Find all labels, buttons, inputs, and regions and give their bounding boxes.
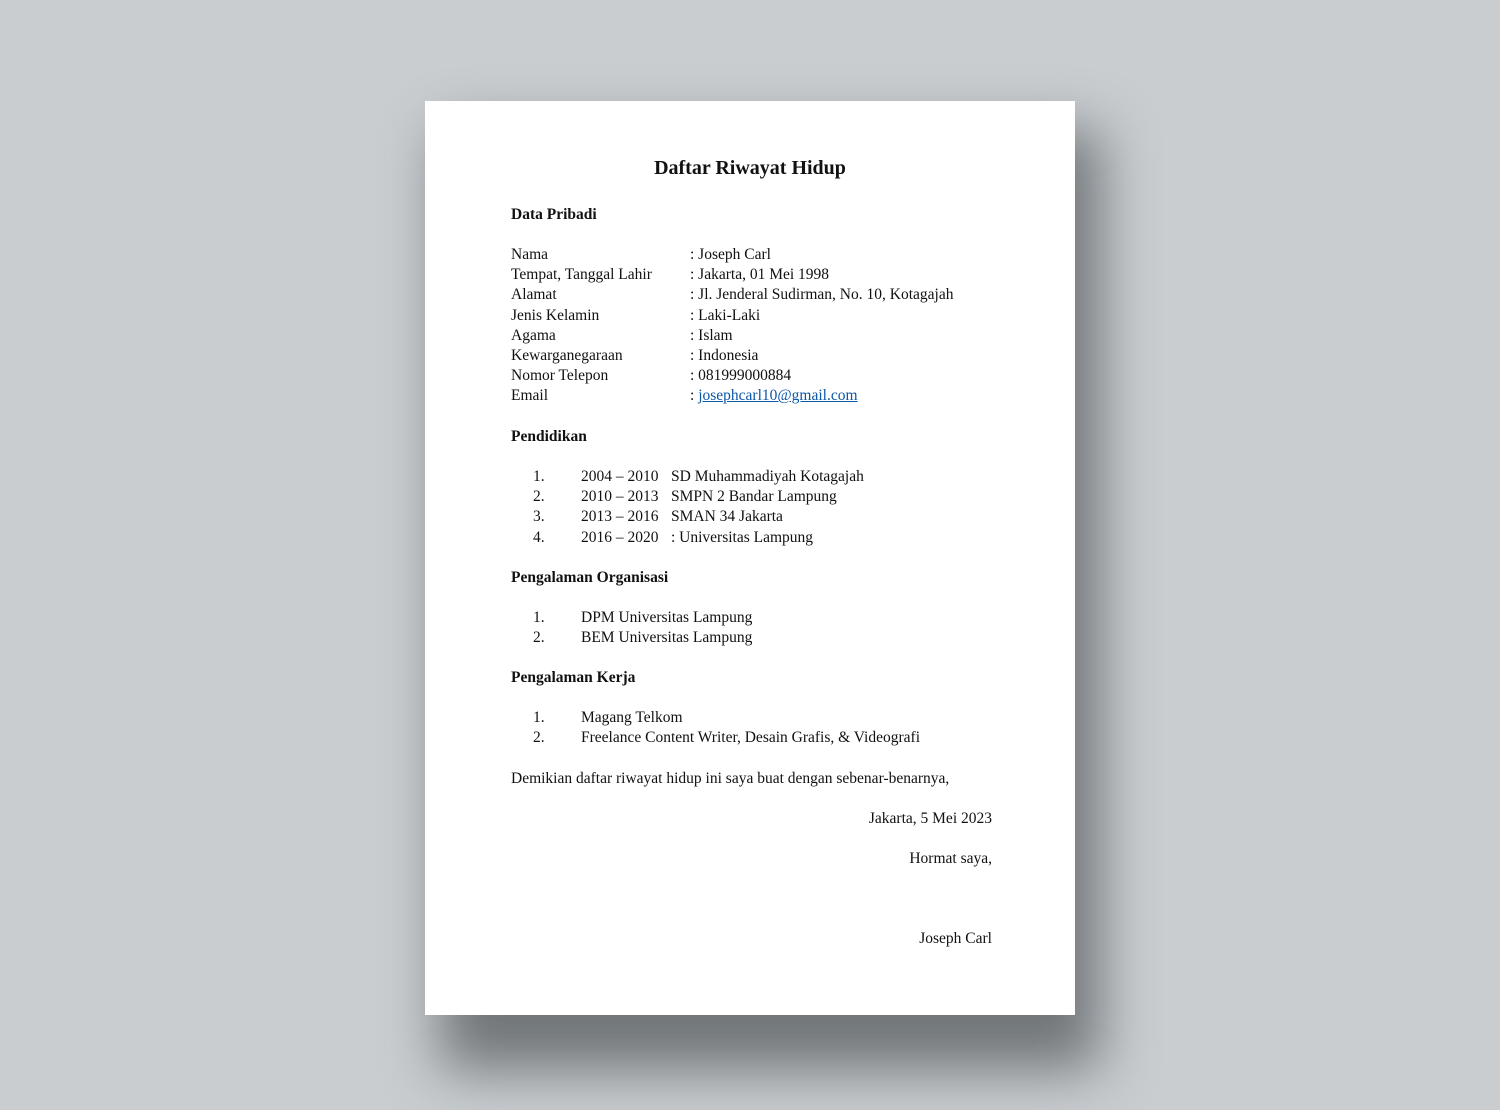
list-number: 3.	[533, 508, 545, 526]
closing-statement: Demikian daftar riwayat hidup ini saya buat dengan sebenar-benarnya,	[511, 770, 950, 787]
personal-row-citizenship	[511, 346, 991, 366]
personal-row-birth	[511, 265, 991, 285]
personal-row-alamat	[511, 285, 991, 305]
list-number: 4.	[533, 528, 545, 546]
list-item	[511, 708, 920, 728]
personal-row-agama	[511, 326, 991, 346]
list-number: 2.	[533, 488, 545, 506]
list-item	[511, 528, 864, 548]
list-item	[511, 507, 864, 527]
section-heading-pendidikan: Pendidikan	[511, 428, 587, 445]
education-years: 2016 – 2020	[581, 528, 659, 546]
education-years: 2010 – 2013	[581, 488, 659, 506]
row-value: : Jl. Jenderal Sudirman, No. 10, Kotagajah	[690, 286, 954, 304]
row-label: Agama	[511, 326, 556, 344]
row-value: : Indonesia	[690, 346, 759, 364]
row-value: : 081999000884	[690, 367, 792, 385]
list-number: 1.	[533, 609, 545, 626]
section-heading-kerja: Pengalaman Kerja	[511, 669, 636, 686]
email-link[interactable]: josephcarl10@gmail.com	[698, 387, 858, 405]
row-value: : Islam	[690, 326, 733, 344]
signature-name: Joseph Carl	[919, 930, 992, 947]
education-school: SMAN 34 Jakarta	[671, 508, 783, 526]
education-years: 2013 – 2016	[581, 508, 659, 526]
list-number: 1.	[533, 468, 545, 485]
row-label: Tempat, Tanggal Lahir	[511, 266, 652, 284]
list-item	[511, 628, 752, 648]
list-number: 2.	[533, 629, 545, 647]
list-number: 1.	[533, 709, 545, 726]
personal-data-table	[511, 245, 991, 407]
row-label: Nama	[511, 246, 549, 263]
list-item-text: BEM Universitas Lampung	[581, 629, 753, 647]
section-heading-data-pribadi: Data Pribadi	[511, 206, 597, 223]
row-value: : Joseph Carl	[690, 246, 771, 263]
row-value	[690, 386, 858, 406]
list-number: 2.	[533, 729, 545, 747]
section-heading-organisasi: Pengalaman Organisasi	[511, 569, 669, 586]
education-school: : Universitas Lampung	[671, 528, 814, 546]
list-item-text: DPM Universitas Lampung	[581, 609, 753, 626]
personal-row-email	[511, 386, 991, 406]
row-label: Alamat	[511, 286, 557, 304]
education-school: SMPN 2 Bandar Lampung	[671, 488, 837, 506]
personal-row-nama	[511, 245, 991, 265]
row-label: Email	[511, 387, 549, 405]
list-item	[511, 487, 864, 507]
regards: Hormat saya,	[909, 850, 992, 867]
work-list	[511, 708, 920, 748]
list-item	[511, 467, 864, 487]
list-item	[511, 728, 920, 748]
list-item-text: Magang Telkom	[581, 709, 683, 726]
list-item-text: Freelance Content Writer, Desain Grafis, & Videografi	[581, 729, 921, 747]
document-page	[425, 101, 1075, 1015]
education-list	[511, 467, 864, 548]
personal-row-phone	[511, 366, 991, 386]
row-label: Jenis Kelamin	[511, 306, 600, 324]
row-value: : Jakarta, 01 Mei 1998	[690, 266, 830, 284]
document-title: Daftar Riwayat Hidup	[654, 157, 846, 179]
organization-list	[511, 608, 752, 648]
place-date: Jakarta, 5 Mei 2023	[868, 810, 992, 827]
list-item	[511, 608, 752, 628]
row-label: Kewarganegaraan	[511, 346, 623, 364]
personal-row-gender	[511, 306, 991, 326]
email-prefix: :	[690, 387, 699, 405]
row-value: : Laki-Laki	[690, 306, 761, 324]
education-years: 2004 – 2010	[581, 468, 659, 485]
education-school: SD Muhammadiyah Kotagajah	[671, 468, 864, 485]
row-label: Nomor Telepon	[511, 367, 609, 385]
